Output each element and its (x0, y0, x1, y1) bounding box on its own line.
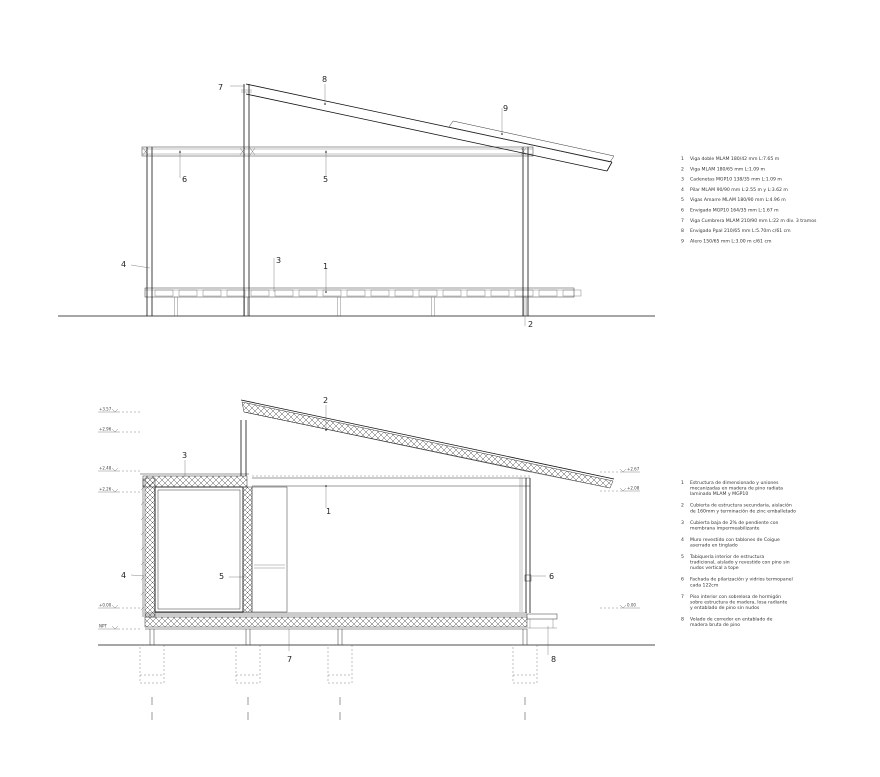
legend-text: Muro revestido con tablones de Coigue (690, 537, 780, 543)
joist (515, 290, 533, 296)
level-marker-right (600, 467, 640, 473)
main-sloped-beam (246, 84, 612, 171)
floor-assembly (145, 613, 527, 629)
legend-item (681, 166, 766, 172)
joist (563, 290, 581, 296)
foundation-stub (432, 297, 435, 316)
joist (419, 290, 437, 296)
callout-bottom-8: 8 (551, 655, 557, 664)
legend-item (681, 537, 780, 549)
legend-text: Volado de corredor en entablado de (690, 617, 773, 623)
legend-number: 8 (681, 229, 684, 235)
legend-text: Alero 150/65 mm L:3.00 m c/61 cm (690, 239, 772, 245)
callout-bottom-7: 7 (287, 655, 293, 664)
joist (347, 290, 365, 296)
column-middle (241, 84, 252, 316)
level-marker-left (98, 466, 140, 472)
level-markers (98, 407, 640, 630)
svg-text:+2.48: +2.48 (99, 465, 112, 471)
legend-number: 1 (681, 157, 684, 162)
legend-item (681, 187, 788, 193)
foundation-stubs (175, 297, 527, 316)
callout-top-5: 5 (323, 175, 329, 184)
legend-text: sobre estructura de madera, losa radiante (690, 600, 788, 606)
legend-top (681, 156, 817, 244)
joist (299, 290, 317, 296)
legend-text: Tabiquería interior de estructura (690, 555, 765, 560)
level-marker-left (98, 427, 140, 433)
legend-item (681, 502, 796, 515)
callout-bottom-3: 3 (182, 451, 188, 460)
legend-text: Cubierta baja de 2% de pendiente con (690, 520, 779, 526)
foundation-piles (140, 629, 537, 720)
callout-top-6: 6 (182, 175, 188, 184)
legend-text: Viga Cumbrera MLAM 210/90 mm L:22 m div. 3 tramos (690, 218, 817, 224)
constructive-section (98, 396, 655, 720)
callout-top-2: 2 (528, 320, 534, 329)
clerestory-post (241, 420, 530, 486)
legend-text: mecanizadas en madera de pino radiata (690, 486, 783, 492)
level-marker-right (600, 603, 640, 609)
low-roof (140, 474, 249, 487)
legend-text: Cadenetas MGP10 138/35 mm L:1.09 m (690, 177, 782, 183)
legend-number: 8 (681, 617, 684, 623)
legend-text: Piso interior con sobrelosa de hormigón (690, 594, 782, 600)
callout-top-1: 1 (323, 262, 329, 271)
legend-text: Cubierta de estructura secundaria, aislación (690, 503, 792, 509)
pile (513, 629, 537, 720)
callout-bottom-4: 4 (121, 571, 127, 580)
legend-text: laminado MLAM y MGP10 (690, 492, 749, 498)
pile (236, 629, 260, 720)
legend-text: membrana impermeabilizante (690, 526, 760, 532)
joist (251, 290, 269, 296)
svg-text:NPT: NPT (99, 623, 107, 629)
joist (323, 290, 341, 296)
legend-item (681, 156, 780, 162)
svg-text:+2.26: +2.26 (99, 486, 112, 492)
callout-top-7: 7 (218, 83, 224, 92)
joist (443, 290, 461, 296)
legend-text: Viga MLAM 180/65 mm L:1.09 m (690, 167, 766, 173)
sloped-roof (241, 400, 614, 488)
svg-text:0.00: 0.00 (627, 602, 636, 608)
tie-beam (142, 147, 533, 156)
svg-text:+3.57: +3.57 (99, 406, 112, 412)
legend-text: nudos vertical a tope (690, 566, 739, 572)
callout-bottom-2: 2 (323, 396, 329, 405)
foundation-stub (338, 297, 341, 316)
legend-text: Envigado MGP10 164/35 mm L:1.67 m (690, 208, 779, 214)
legend-text: Viga doble MLAM 180/42 mm L:7.65 m (690, 157, 780, 162)
joist (467, 290, 485, 296)
legend-item (681, 197, 786, 203)
svg-text:+2.08: +2.08 (627, 485, 640, 491)
legend-number: 7 (681, 218, 684, 224)
legend-number: 4 (681, 187, 684, 193)
legend-item (681, 617, 773, 629)
level-marker-left (98, 407, 140, 413)
column-right (523, 147, 528, 316)
joist (227, 290, 245, 296)
callout-top-3: 3 (276, 256, 282, 265)
foundation-stub (245, 297, 248, 316)
joist (179, 290, 197, 296)
exterior-wall-left (141, 478, 155, 617)
svg-text:+2.96: +2.96 (99, 426, 112, 432)
legend-text: Vigas Amarre MLAM 180/90 mm L:4.96 m (690, 198, 786, 204)
legend-number: 6 (681, 208, 684, 214)
structural-elevation (58, 75, 655, 329)
legend-item (681, 553, 790, 571)
legend-text: Fachada de pilarización y vidrios termopanel (690, 577, 793, 583)
legend-text: tradicional, aislado y revestido con pino sin (690, 560, 790, 566)
legend-item (681, 238, 772, 244)
legend-text: Estructura de dimensionado y uniones (690, 481, 779, 486)
legend-number: 9 (681, 239, 684, 245)
callout-bottom-6: 6 (549, 572, 555, 581)
legend-number: 7 (681, 594, 684, 600)
callout-bottom-1: 1 (326, 507, 332, 516)
joist (371, 290, 389, 296)
legend-number: 1 (681, 481, 684, 486)
legend-text: cada 122cm (690, 583, 719, 589)
level-marker-left (98, 624, 140, 630)
legend-text: aserrado en tinglado (690, 543, 738, 549)
legend-number: 6 (681, 577, 684, 583)
level-marker-left (98, 603, 140, 609)
legend-item (681, 576, 793, 589)
callout-leaders-top (131, 84, 525, 326)
legend-item (681, 480, 783, 497)
joist (491, 290, 509, 296)
legend-bottom (681, 480, 796, 628)
legend-item (681, 593, 787, 611)
legend-number: 4 (681, 537, 684, 543)
legend-number: 2 (681, 503, 684, 509)
pile (328, 629, 352, 720)
foundation-stub (175, 297, 178, 316)
joist (155, 290, 173, 296)
legend-number: 2 (681, 167, 684, 173)
legend-number: 5 (681, 555, 684, 560)
glass-facade (520, 478, 531, 613)
svg-text:+2.67: +2.67 (627, 466, 640, 472)
legend-text: y entablado de pino sin nudos (690, 606, 760, 611)
svg-text:+0.00: +0.00 (99, 602, 112, 608)
column-left (147, 147, 152, 316)
legend-text: de 160mm y terminación de zinc emballetado (690, 509, 796, 515)
legend-item (681, 177, 782, 183)
callout-top-9: 9 (503, 104, 509, 113)
joist (395, 290, 413, 296)
deck-overhang (527, 614, 557, 628)
interior-partition (243, 487, 287, 612)
legend-text: madera bruta de pino (690, 623, 741, 629)
callout-top-4: 4 (121, 260, 127, 269)
legend-text: Envigado Ppal 210/65 mm L:5.70m c/61 cm (690, 229, 791, 235)
floor-joists (155, 290, 581, 296)
floor-beam (145, 288, 574, 297)
legend-item (681, 228, 791, 234)
level-marker-left (98, 487, 140, 493)
legend-number: 3 (681, 177, 684, 183)
legend-item (681, 520, 779, 532)
joist (539, 290, 557, 296)
legend-item (681, 208, 779, 214)
joist (275, 290, 293, 296)
callout-bottom-5: 5 (219, 572, 225, 581)
pile (140, 629, 164, 720)
interior-room (155, 487, 243, 612)
legend-number: 5 (681, 198, 684, 204)
legend-item (681, 218, 817, 224)
legend-number: 3 (681, 520, 684, 526)
legend-text: Pilar MLAM 90/90 mm L:2.55 m y L:3.62 m (690, 187, 788, 193)
callout-top-8: 8 (322, 75, 328, 84)
joist (203, 290, 221, 296)
